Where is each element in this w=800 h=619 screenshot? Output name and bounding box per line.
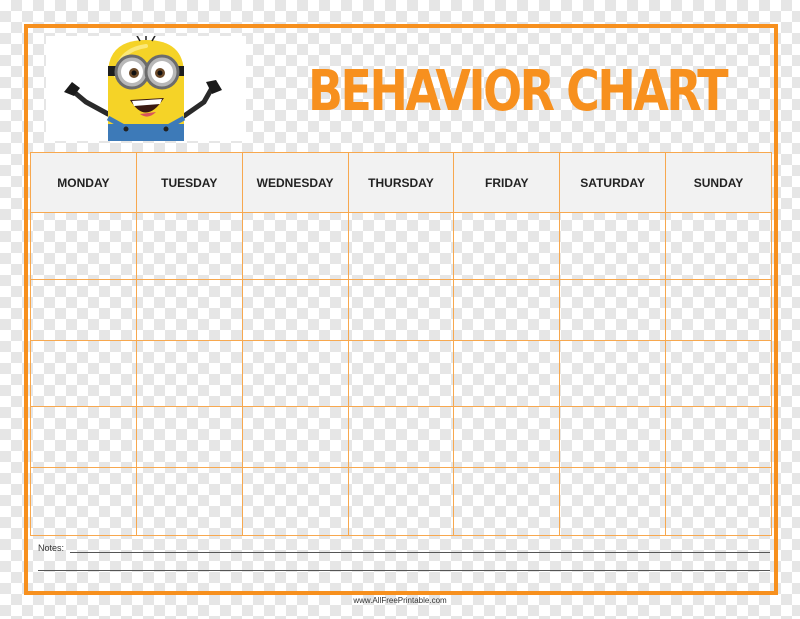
grid-cell-wednesday bbox=[242, 468, 348, 536]
notes-label: Notes: bbox=[38, 543, 65, 553]
chart-header bbox=[28, 28, 774, 152]
grid-cell-tuesday bbox=[136, 280, 242, 341]
footer-url: www.AllFreePrintable.com bbox=[353, 596, 447, 605]
grid-row bbox=[31, 341, 772, 407]
grid-cell-saturday bbox=[560, 407, 666, 468]
grid-cell-monday bbox=[31, 407, 137, 468]
day-header-thursday: THURSDAY bbox=[348, 153, 454, 213]
grid-cell-tuesday bbox=[136, 468, 242, 536]
minion-icon bbox=[46, 36, 246, 141]
grid-cell-saturday bbox=[560, 213, 666, 280]
grid-cell-friday bbox=[454, 341, 560, 407]
grid-cell-saturday bbox=[560, 468, 666, 536]
notes-section bbox=[36, 542, 766, 586]
grid-cell-sunday bbox=[666, 341, 772, 407]
weekly-behavior-grid bbox=[30, 152, 772, 536]
grid-cell-friday bbox=[454, 213, 560, 280]
grid-cell-friday bbox=[454, 407, 560, 468]
grid-cell-wednesday bbox=[242, 341, 348, 407]
grid-cell-monday bbox=[31, 280, 137, 341]
grid-cell-monday bbox=[31, 341, 137, 407]
grid-cell-wednesday bbox=[242, 213, 348, 280]
grid-row bbox=[31, 468, 772, 536]
grid-row bbox=[31, 213, 772, 280]
grid-cell-saturday bbox=[560, 280, 666, 341]
grid-cell-thursday bbox=[348, 407, 454, 468]
grid-row bbox=[31, 407, 772, 468]
grid-cell-tuesday bbox=[136, 213, 242, 280]
grid-cell-saturday bbox=[560, 341, 666, 407]
grid-row bbox=[31, 280, 772, 341]
day-header-tuesday: TUESDAY bbox=[136, 153, 242, 213]
grid-body bbox=[31, 213, 772, 536]
grid-cell-monday bbox=[31, 213, 137, 280]
chart-title: BEHAVIOR CHART bbox=[308, 59, 727, 124]
grid-cell-sunday bbox=[666, 468, 772, 536]
day-header-saturday: SATURDAY bbox=[560, 153, 666, 213]
grid-cell-tuesday bbox=[136, 341, 242, 407]
grid-cell-sunday bbox=[666, 407, 772, 468]
grid-cell-friday bbox=[454, 280, 560, 341]
minion-illustration bbox=[46, 36, 246, 141]
behavior-chart-sheet bbox=[24, 24, 778, 595]
notes-line bbox=[38, 570, 770, 571]
grid-cell-wednesday bbox=[242, 407, 348, 468]
day-header-friday: FRIDAY bbox=[454, 153, 560, 213]
grid-cell-sunday bbox=[666, 280, 772, 341]
grid-cell-thursday bbox=[348, 213, 454, 280]
grid-cell-monday bbox=[31, 468, 137, 536]
grid-cell-thursday bbox=[348, 280, 454, 341]
day-header-row bbox=[31, 153, 772, 213]
grid-cell-sunday bbox=[666, 213, 772, 280]
grid-cell-tuesday bbox=[136, 407, 242, 468]
day-header-monday: MONDAY bbox=[31, 153, 137, 213]
grid-cell-friday bbox=[454, 468, 560, 536]
day-header-wednesday: WEDNESDAY bbox=[242, 153, 348, 213]
grid-cell-thursday bbox=[348, 468, 454, 536]
notes-line bbox=[70, 552, 770, 553]
grid-cell-wednesday bbox=[242, 280, 348, 341]
day-header-sunday: SUNDAY bbox=[666, 153, 772, 213]
grid-cell-thursday bbox=[348, 341, 454, 407]
